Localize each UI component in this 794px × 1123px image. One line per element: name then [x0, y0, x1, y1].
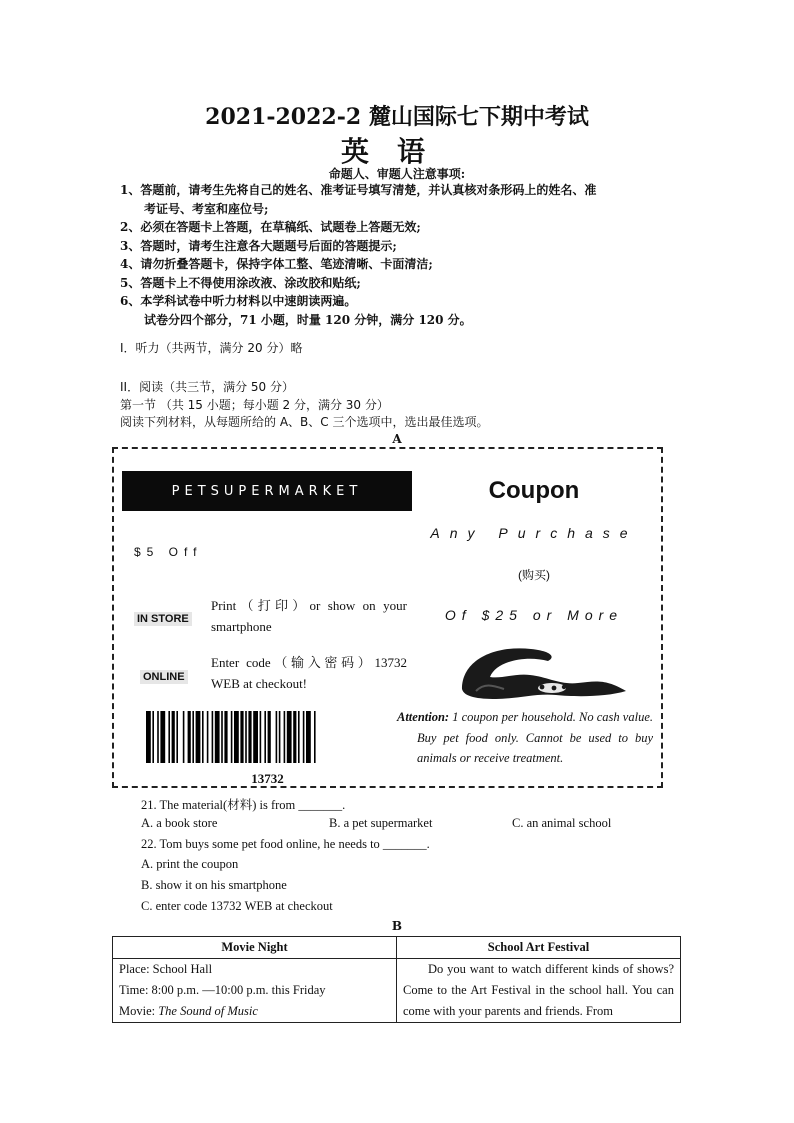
notice-item: 试卷分四个部分，71 小题，时量 120 分钟，满分 120 分。	[144, 312, 472, 327]
barcode-bar	[264, 711, 266, 763]
reading-section: II．阅读（共三节，满分 50 分）	[120, 380, 294, 394]
minimum-spend-text: Of $25 or More	[444, 607, 624, 623]
passage-label-b: B	[391, 919, 403, 933]
barcode-bar	[260, 711, 262, 763]
barcode-bar	[183, 711, 185, 763]
movie-night-details	[113, 959, 397, 1023]
purchase-translation: (购买)	[518, 568, 550, 582]
store-tag-wrap	[134, 607, 192, 626]
barcode-bar	[240, 711, 243, 763]
barcode-bar	[192, 711, 194, 763]
movie-night-heading: Movie Night	[113, 937, 397, 959]
part1-heading: 第一节 （共 15 小题；每小题 2 分，满分 30 分）	[120, 398, 389, 412]
barcode-bar	[202, 711, 204, 763]
barcode-bar	[157, 711, 159, 763]
notice-item: 2、必须在答题卡上答题，在草稿纸、试题卷上答题无效;	[120, 220, 421, 234]
movie-label: Movie:	[119, 1004, 159, 1018]
barcode-bar	[279, 711, 281, 763]
barcode-bar	[207, 711, 209, 763]
option-c: C. enter code 13732 WEB at checkout	[141, 899, 333, 913]
barcode-bar	[160, 711, 165, 763]
barcode-bar	[245, 711, 247, 763]
barcode-bar	[152, 711, 154, 763]
coupon-title: Coupon	[488, 477, 580, 504]
barcode-bar	[314, 711, 316, 763]
notice-item: 4、请勿折叠答题卡，保持字体工整、笔迹清晰、卡面清洁;	[120, 257, 433, 271]
barcode-bar	[268, 711, 271, 763]
attention-label: Attention:	[397, 710, 450, 724]
question-stem: 21. The material(材料) is from _______.	[141, 798, 346, 812]
barcode-bar	[212, 711, 214, 763]
barcode-bar	[231, 711, 233, 763]
barcode-bar	[215, 711, 220, 763]
notice-heading: 命题人、审题人注意事项:	[328, 167, 466, 181]
barcode-bar	[168, 711, 170, 763]
option-c: C. an animal school	[512, 816, 612, 830]
online-tag: ONLINE	[140, 670, 188, 684]
attention-note	[397, 707, 653, 769]
option-a: A. a book store	[141, 816, 218, 830]
barcode-bar	[221, 711, 223, 763]
store-description: Print（打印）or show on your smartphone	[211, 598, 407, 634]
reading-instruction: 阅读下列材料，从每题所给的 A、B、C 三个选项中，选出最佳选项。	[120, 415, 489, 429]
movie-place: Place: School Hall	[119, 962, 213, 976]
barcode-bar	[287, 711, 292, 763]
barcode-bar	[253, 711, 258, 763]
barcode-bar	[172, 711, 175, 763]
barcode-bar	[224, 711, 227, 763]
passage-label-a: A	[392, 432, 402, 446]
attention-text: 1 coupon per household. No cash value. Buy pet food only. Cannot be used to buy animals or receive treatment.	[417, 710, 653, 765]
discount-text: $5 Off	[134, 545, 203, 559]
barcode-bar	[276, 711, 278, 763]
barcode-image	[144, 711, 404, 763]
barcode-bar	[303, 711, 305, 763]
barcode-bar	[306, 711, 311, 763]
barcode-bar	[298, 711, 300, 763]
art-festival-details: Do you want to watch different kinds of shows? Come to the Art Festival in the school hall. You can come with your parents and friends. From	[397, 959, 681, 1023]
option-b: B. a pet supermarket	[329, 816, 433, 830]
barcode-bar	[284, 711, 286, 763]
listening-section: I．听力（共两节，满分 20 分）略	[120, 341, 303, 355]
passage-b-table	[112, 936, 681, 1023]
purchase-text: Any Purchase	[430, 525, 638, 541]
barcode-bar	[188, 711, 191, 763]
question-stem: 22. Tom buys some pet food online, he needs to _______.	[141, 837, 430, 851]
option-a: A. print the coupon	[141, 857, 239, 871]
notice-list	[120, 181, 690, 329]
barcode-bar	[146, 711, 151, 763]
barcode-bar	[196, 711, 201, 763]
movie-line	[119, 1001, 390, 1022]
exam-title: 2021-2022-2 麓山国际七下期中考试	[205, 104, 589, 130]
brand-banner: PETSUPERMARKET	[122, 471, 412, 511]
in-store-tag: IN STORE	[134, 612, 192, 626]
notice-item: 3、答题时，请考生注意各大题题号后面的答题提示;	[120, 238, 397, 253]
coupon-card	[112, 447, 663, 788]
barcode-bar	[293, 711, 296, 763]
option-b: B. show it on his smartphone	[141, 878, 287, 892]
notice-item: 6、本学科试卷中听力材料以中速朗读两遍。	[120, 294, 357, 308]
art-festival-heading: School Art Festival	[397, 937, 681, 959]
online-description: Enter code（输入密码）13732 WEB at checkout!	[211, 655, 407, 691]
barcode-number: 13732	[251, 771, 284, 786]
movie-title: The Sound of Music	[158, 1004, 258, 1018]
barcode-bar	[176, 711, 178, 763]
movie-time: Time: 8:00 p.m. —10:00 p.m. this Friday	[119, 983, 326, 997]
online-tag-wrap	[140, 665, 188, 684]
barcode-bar	[234, 711, 239, 763]
subject-title: 英语	[340, 135, 453, 168]
pet-logo-icon	[456, 639, 636, 704]
notice-item: 1、答题前，请考生先将自己的姓名、准考证号填写清楚，并认真核对条形码上的姓名、准	[120, 183, 597, 197]
barcode-bar	[248, 711, 251, 763]
notice-item: 考证号、考室和座位号;	[144, 201, 269, 216]
notice-item: 5、答题卡上不得使用涂改液、涂改胶和贴纸;	[120, 275, 361, 290]
